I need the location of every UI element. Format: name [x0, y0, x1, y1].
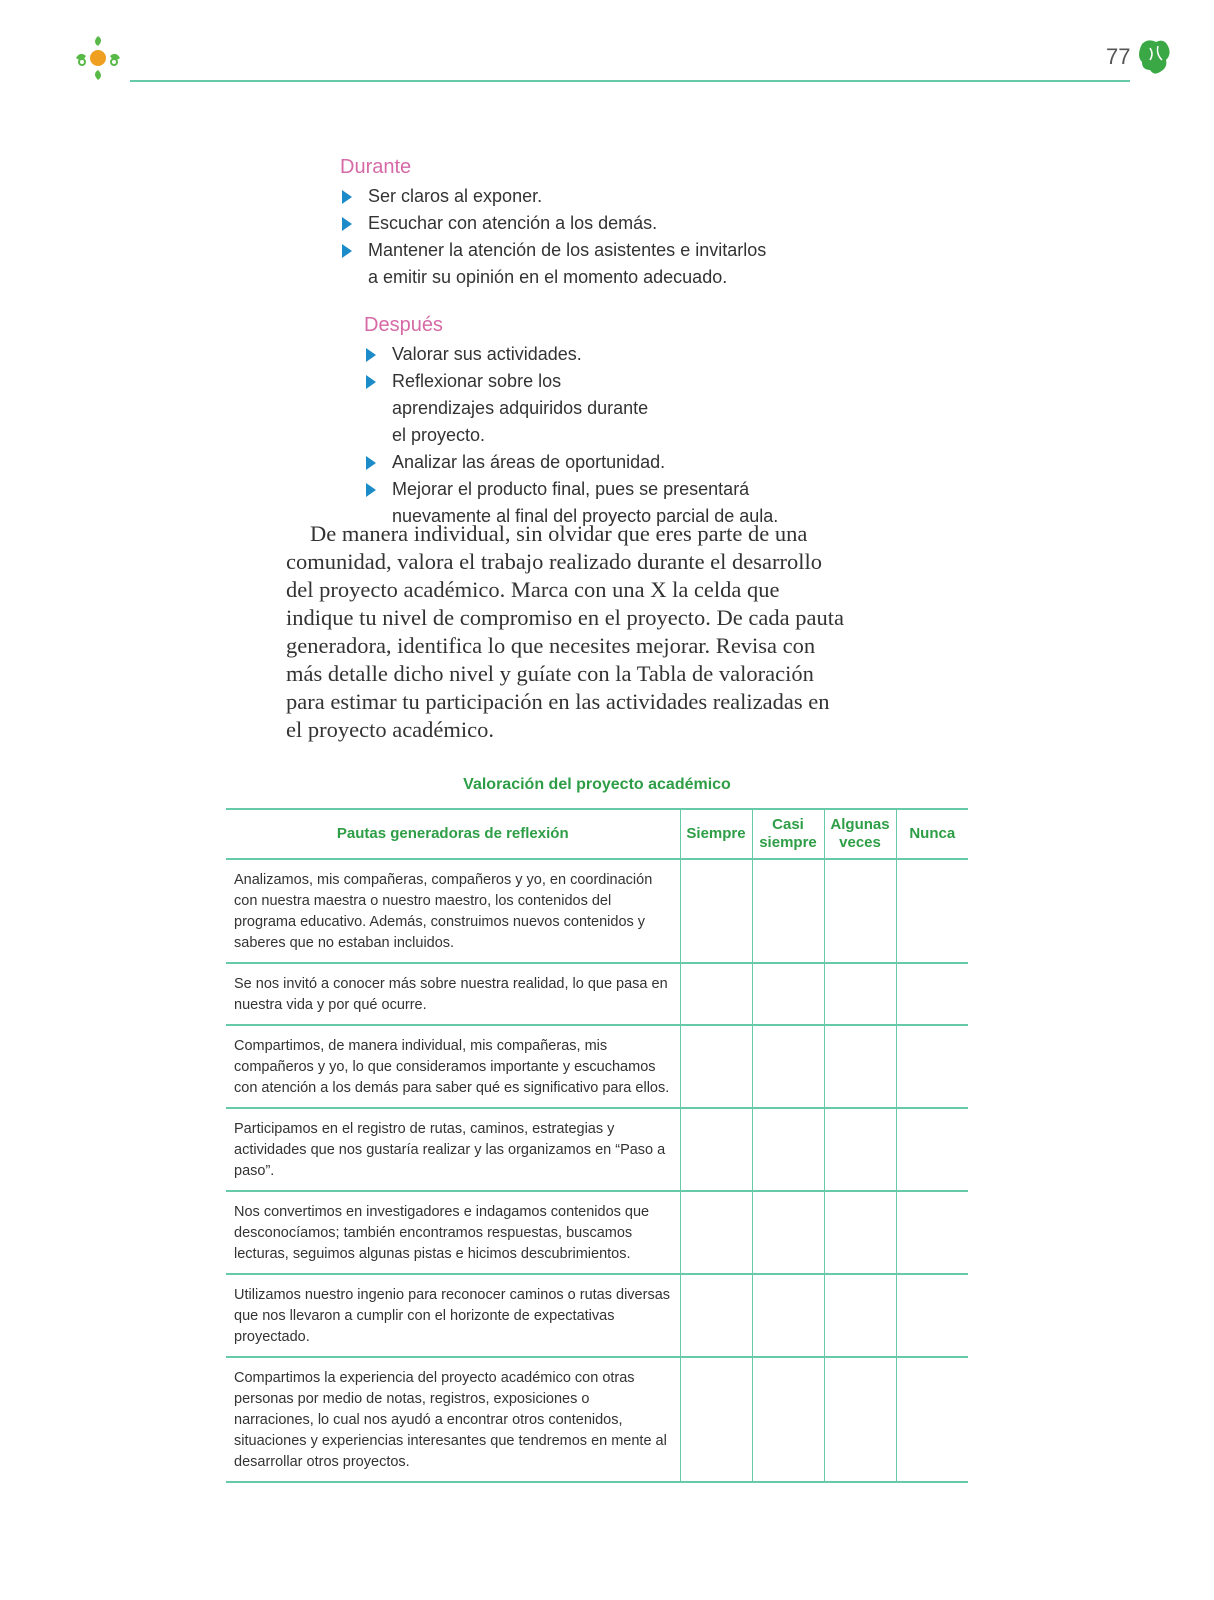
pauta-text: Compartimos la experiencia del proyecto académico con otras personas por medio de notas, registros, exposiciones o narraciones, lo cual nos ayudó a encontrar otros contenidos, situaciones y experiencias interesantes que tendremos en mente al desarrollar otros proyectos.: [226, 1357, 680, 1482]
durante-section: [340, 156, 800, 291]
cell-casi-siempre[interactable]: [752, 1108, 824, 1191]
durante-list: [340, 183, 800, 291]
cell-siempre[interactable]: [680, 1108, 752, 1191]
cell-siempre[interactable]: [680, 1274, 752, 1357]
intro-paragraph: De manera individual, sin olvidar que eres parte de una comunidad, valora el trabajo realizado durante el desarrollo del proyecto académico. Marca con una X la celda que indique tu nivel de compromiso en el proyecto. De cada pauta generadora, identifica lo que necesites mejorar. Revisa con más detalle dicho nivel y guíate con la Tabla de valoración para estimar tu participación en las actividades realizadas en el proyecto académico.: [286, 521, 844, 742]
bullet-arrow-icon: [342, 244, 352, 258]
table-header-row: [226, 809, 968, 859]
cell-algunas-veces[interactable]: [824, 1274, 896, 1357]
list-item: Ser claros al exponer.: [340, 183, 800, 210]
pauta-text: Analizamos, mis compañeras, compañeros y yo, en coordinación con nuestra maestra o nuestro maestro, los contenidos del programa educativo. Además, construimos nuevos contenidos y saberes que no estaban incluidos.: [226, 859, 680, 963]
despues-title: Después: [364, 314, 443, 336]
header-nunca: Nunca: [896, 809, 968, 859]
cell-algunas-veces[interactable]: [824, 963, 896, 1025]
header-siempre: Siempre: [680, 809, 752, 859]
map-shape-icon: [1138, 38, 1172, 76]
cell-casi-siempre[interactable]: [752, 1025, 824, 1108]
list-item: Mantener la atención de los asistentes e invitarlos a emitir su opinión en el momento adecuado.: [340, 237, 768, 291]
list-item: Reflexionar sobre los aprendizajes adquiridos durante el proyecto.: [364, 368, 662, 449]
flower-logo-icon: [70, 32, 126, 84]
table-caption: Valoración del proyecto académico: [463, 776, 731, 793]
cell-nunca[interactable]: [896, 963, 968, 1025]
pauta-text: Se nos invitó a conocer más sobre nuestra realidad, lo que pasa en nuestra vida y por qué ocurre.: [226, 963, 680, 1025]
pauta-text: Participamos en el registro de rutas, caminos, estrategias y actividades que nos gustaría realizar y las organizamos en “Paso a paso”.: [226, 1108, 680, 1191]
bullet-arrow-icon: [366, 456, 376, 470]
cell-casi-siempre[interactable]: [752, 963, 824, 1025]
list-item: Analizar las áreas de oportunidad.: [364, 449, 824, 476]
cell-siempre[interactable]: [680, 1025, 752, 1108]
bullet-arrow-icon: [342, 217, 352, 231]
table-row: [226, 1025, 968, 1108]
cell-nunca[interactable]: [896, 1191, 968, 1274]
pauta-text: Utilizamos nuestro ingenio para reconocer caminos o rutas diversas que nos llevaron a cumplir con el horizonte de expectativas proyectado.: [226, 1274, 680, 1357]
bullet-arrow-icon: [366, 375, 376, 389]
page-number: 77: [1106, 44, 1131, 69]
table-row: [226, 963, 968, 1025]
table-row: [226, 1274, 968, 1357]
cell-siempre[interactable]: [680, 1191, 752, 1274]
bullet-arrow-icon: [366, 483, 376, 497]
durante-title: Durante: [340, 156, 412, 178]
table-row: [226, 1191, 968, 1274]
table-row: [226, 1357, 968, 1482]
cell-algunas-veces[interactable]: [824, 1108, 896, 1191]
header-casi-siempre: Casi siempre: [752, 809, 824, 859]
cell-algunas-veces[interactable]: [824, 1357, 896, 1482]
cell-nunca[interactable]: [896, 859, 968, 963]
table-row: [226, 1108, 968, 1191]
cell-nunca[interactable]: [896, 1357, 968, 1482]
list-item: Mejorar el producto final, pues se presentará nuevamente al final del proyecto parcial de aula.: [364, 476, 802, 530]
despues-section: [364, 314, 824, 530]
despues-list: [364, 341, 824, 530]
cell-siempre[interactable]: [680, 1357, 752, 1482]
cell-casi-siempre[interactable]: [752, 1191, 824, 1274]
pauta-text: Compartimos, de manera individual, mis compañeras, mis compañeros y yo, lo que consideramos importante y escuchamos con atención a los demás para saber qué es significativo para ellos.: [226, 1025, 680, 1108]
cell-algunas-veces[interactable]: [824, 859, 896, 963]
cell-nunca[interactable]: [896, 1108, 968, 1191]
bullet-arrow-icon: [366, 348, 376, 362]
table-row: [226, 859, 968, 963]
header-algunas-veces: Algunas veces: [824, 809, 896, 859]
cell-casi-siempre[interactable]: [752, 1357, 824, 1482]
cell-casi-siempre[interactable]: [752, 859, 824, 963]
bullet-arrow-icon: [342, 190, 352, 204]
cell-nunca[interactable]: [896, 1274, 968, 1357]
list-item: Valorar sus actividades.: [364, 341, 824, 368]
pauta-text: Nos convertimos en investigadores e indagamos contenidos que desconocíamos; también encontramos respuestas, buscamos lecturas, seguimos algunas pistas e hicimos descubrimientos.: [226, 1191, 680, 1274]
cell-casi-siempre[interactable]: [752, 1274, 824, 1357]
cell-siempre[interactable]: [680, 859, 752, 963]
cell-nunca[interactable]: [896, 1025, 968, 1108]
valoracion-table: [226, 808, 968, 1483]
header-pautas: Pautas generadoras de reflexión: [226, 809, 680, 859]
cell-siempre[interactable]: [680, 963, 752, 1025]
list-item: Escuchar con atención a los demás.: [340, 210, 800, 237]
cell-algunas-veces[interactable]: [824, 1191, 896, 1274]
cell-algunas-veces[interactable]: [824, 1025, 896, 1108]
header-rule: [130, 80, 1130, 82]
